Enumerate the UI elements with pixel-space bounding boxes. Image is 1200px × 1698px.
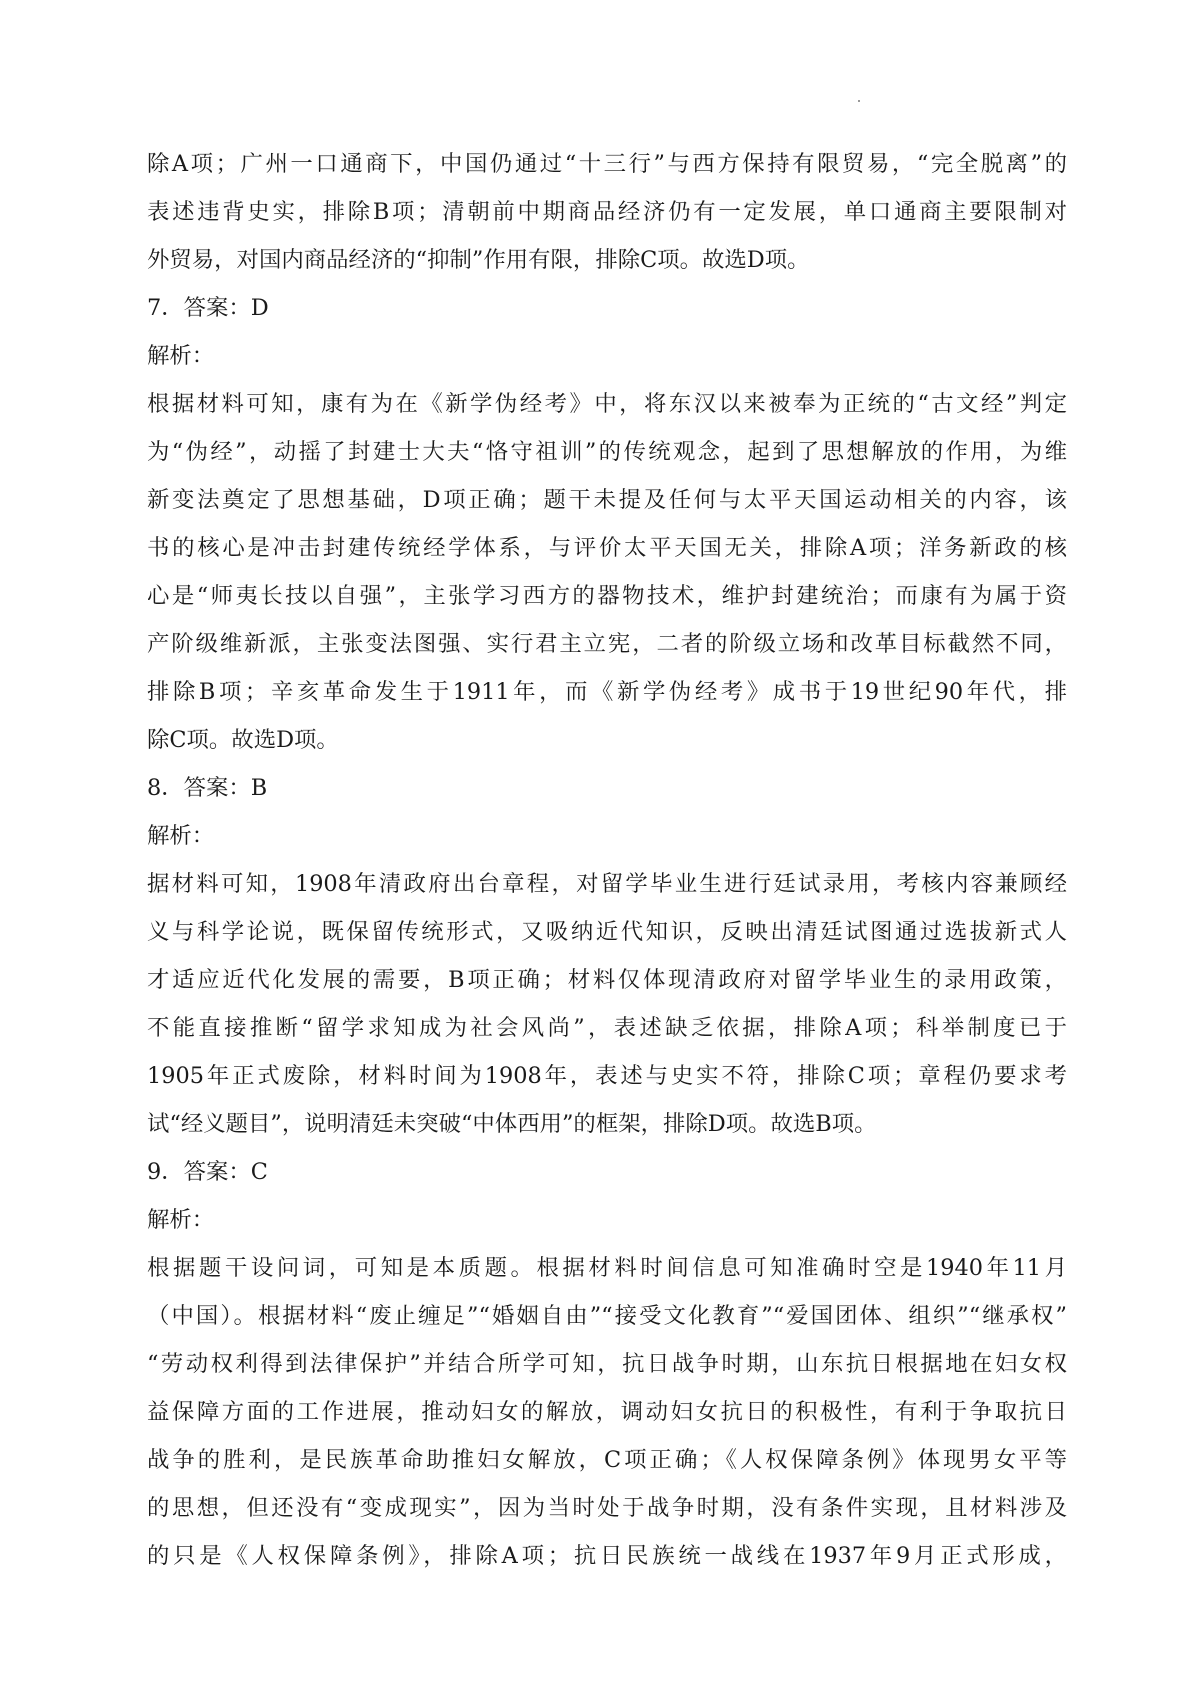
q9-line: 战争的胜利，是民族革命助推妇女解放，C项正确；《人权保障条例》体现男女平等 [147, 1447, 1067, 1473]
q7-line: 根据材料可知，康有为在《新学伪经考》中，将东汉以来被奉为正统的“古文经”判定 [147, 391, 1067, 417]
q8-line: 不能直接推断“留学求知成为社会风尚”，表述缺乏依据，排除A项；科举制度已于 [147, 1015, 1067, 1041]
q7-line: 心是“师夷长技以自强”，主张学习西方的器物技术，维护封建统治；而康有为属于资 [147, 583, 1067, 609]
q9-line: （中国）。根据材料“废止缠足”“婚姻自由”“接受文化教育”“爱国团体、组织”“继承权” [147, 1303, 1067, 1329]
q9-line: 的只是《人权保障条例》，排除A项；抗日民族统一战线在1937年9月正式形成， [147, 1543, 1067, 1569]
q6-line: 表述违背史实，排除B项；清朝前中期商品经济仍有一定发展，单口通商主要限制对 [147, 199, 1067, 225]
q7-line: 新变法奠定了思想基础，D项正确；题干未提及任何与太平天国运动相关的内容，该 [147, 487, 1067, 513]
q7-line: 产阶级维新派，主张变法图强、实行君主立宪，二者的阶级立场和改革目标截然不同， [147, 631, 1067, 657]
q7-line: 书的核心是冲击封建传统经学体系，与评价太平天国无关，排除A项；洋务新政的核 [147, 535, 1067, 561]
q9-line: “劳动权利得到法律保护”并结合所学可知，抗日战争时期，山东抗日根据地在妇女权 [147, 1351, 1067, 1377]
q8-line: 试“经义题目”，说明清廷未突破“中体西用”的框架，排除D项。故选B项。 [147, 1111, 877, 1137]
answer-content [147, 140, 1067, 1580]
q9-line: 的思想，但还没有“变成现实”，因为当时处于战争时期，没有条件实现，且材料涉及 [147, 1495, 1067, 1521]
q7-line: 除C项。故选D项。 [147, 727, 339, 753]
q9-analysis-label: 解析： [147, 1207, 215, 1233]
q7-answer: 7．答案：D [147, 295, 269, 321]
q8-answer: 8．答案：B [147, 775, 268, 801]
q6-line: 除A项；广州一口通商下，中国仍通过“十三行”与西方保持有限贸易，“完全脱离”的 [147, 151, 1067, 177]
q9-line: 益保障方面的工作进展，推动妇女的解放，调动妇女抗日的积极性，有利于争取抗日 [147, 1399, 1067, 1425]
q7-analysis-label: 解析： [147, 343, 215, 369]
q7-line: 排除B项；辛亥革命发生于1911年，而《新学伪经考》成书于19世纪90年代，排 [147, 679, 1067, 705]
q6-line: 外贸易，对国内商品经济的“抑制”作用有限，排除C项。故选D项。 [147, 247, 810, 273]
q8-line: 据材料可知，1908年清政府出台章程，对留学毕业生进行廷试录用，考核内容兼顾经 [147, 871, 1067, 897]
q8-line: 义与科学论说，既保留传统形式，又吸纳近代知识，反映出清廷试图通过选拔新式人 [147, 919, 1067, 945]
q7-line: 为“伪经”，动摇了封建士大夫“恪守祖训”的传统观念，起到了思想解放的作用，为维 [147, 439, 1067, 465]
q8-line: 1905年正式废除，材料时间为1908年，表述与史实不符，排除C项；章程仍要求考 [147, 1063, 1067, 1089]
scan-speck [858, 100, 860, 102]
q9-answer: 9．答案：C [147, 1159, 268, 1185]
q9-line: 根据题干设问词，可知是本质题。根据材料时间信息可知准确时空是1940年11月 [147, 1255, 1067, 1281]
q8-analysis-label: 解析： [147, 823, 215, 849]
q8-line: 才适应近代化发展的需要，B项正确；材料仅体现清政府对留学毕业生的录用政策， [147, 967, 1067, 993]
